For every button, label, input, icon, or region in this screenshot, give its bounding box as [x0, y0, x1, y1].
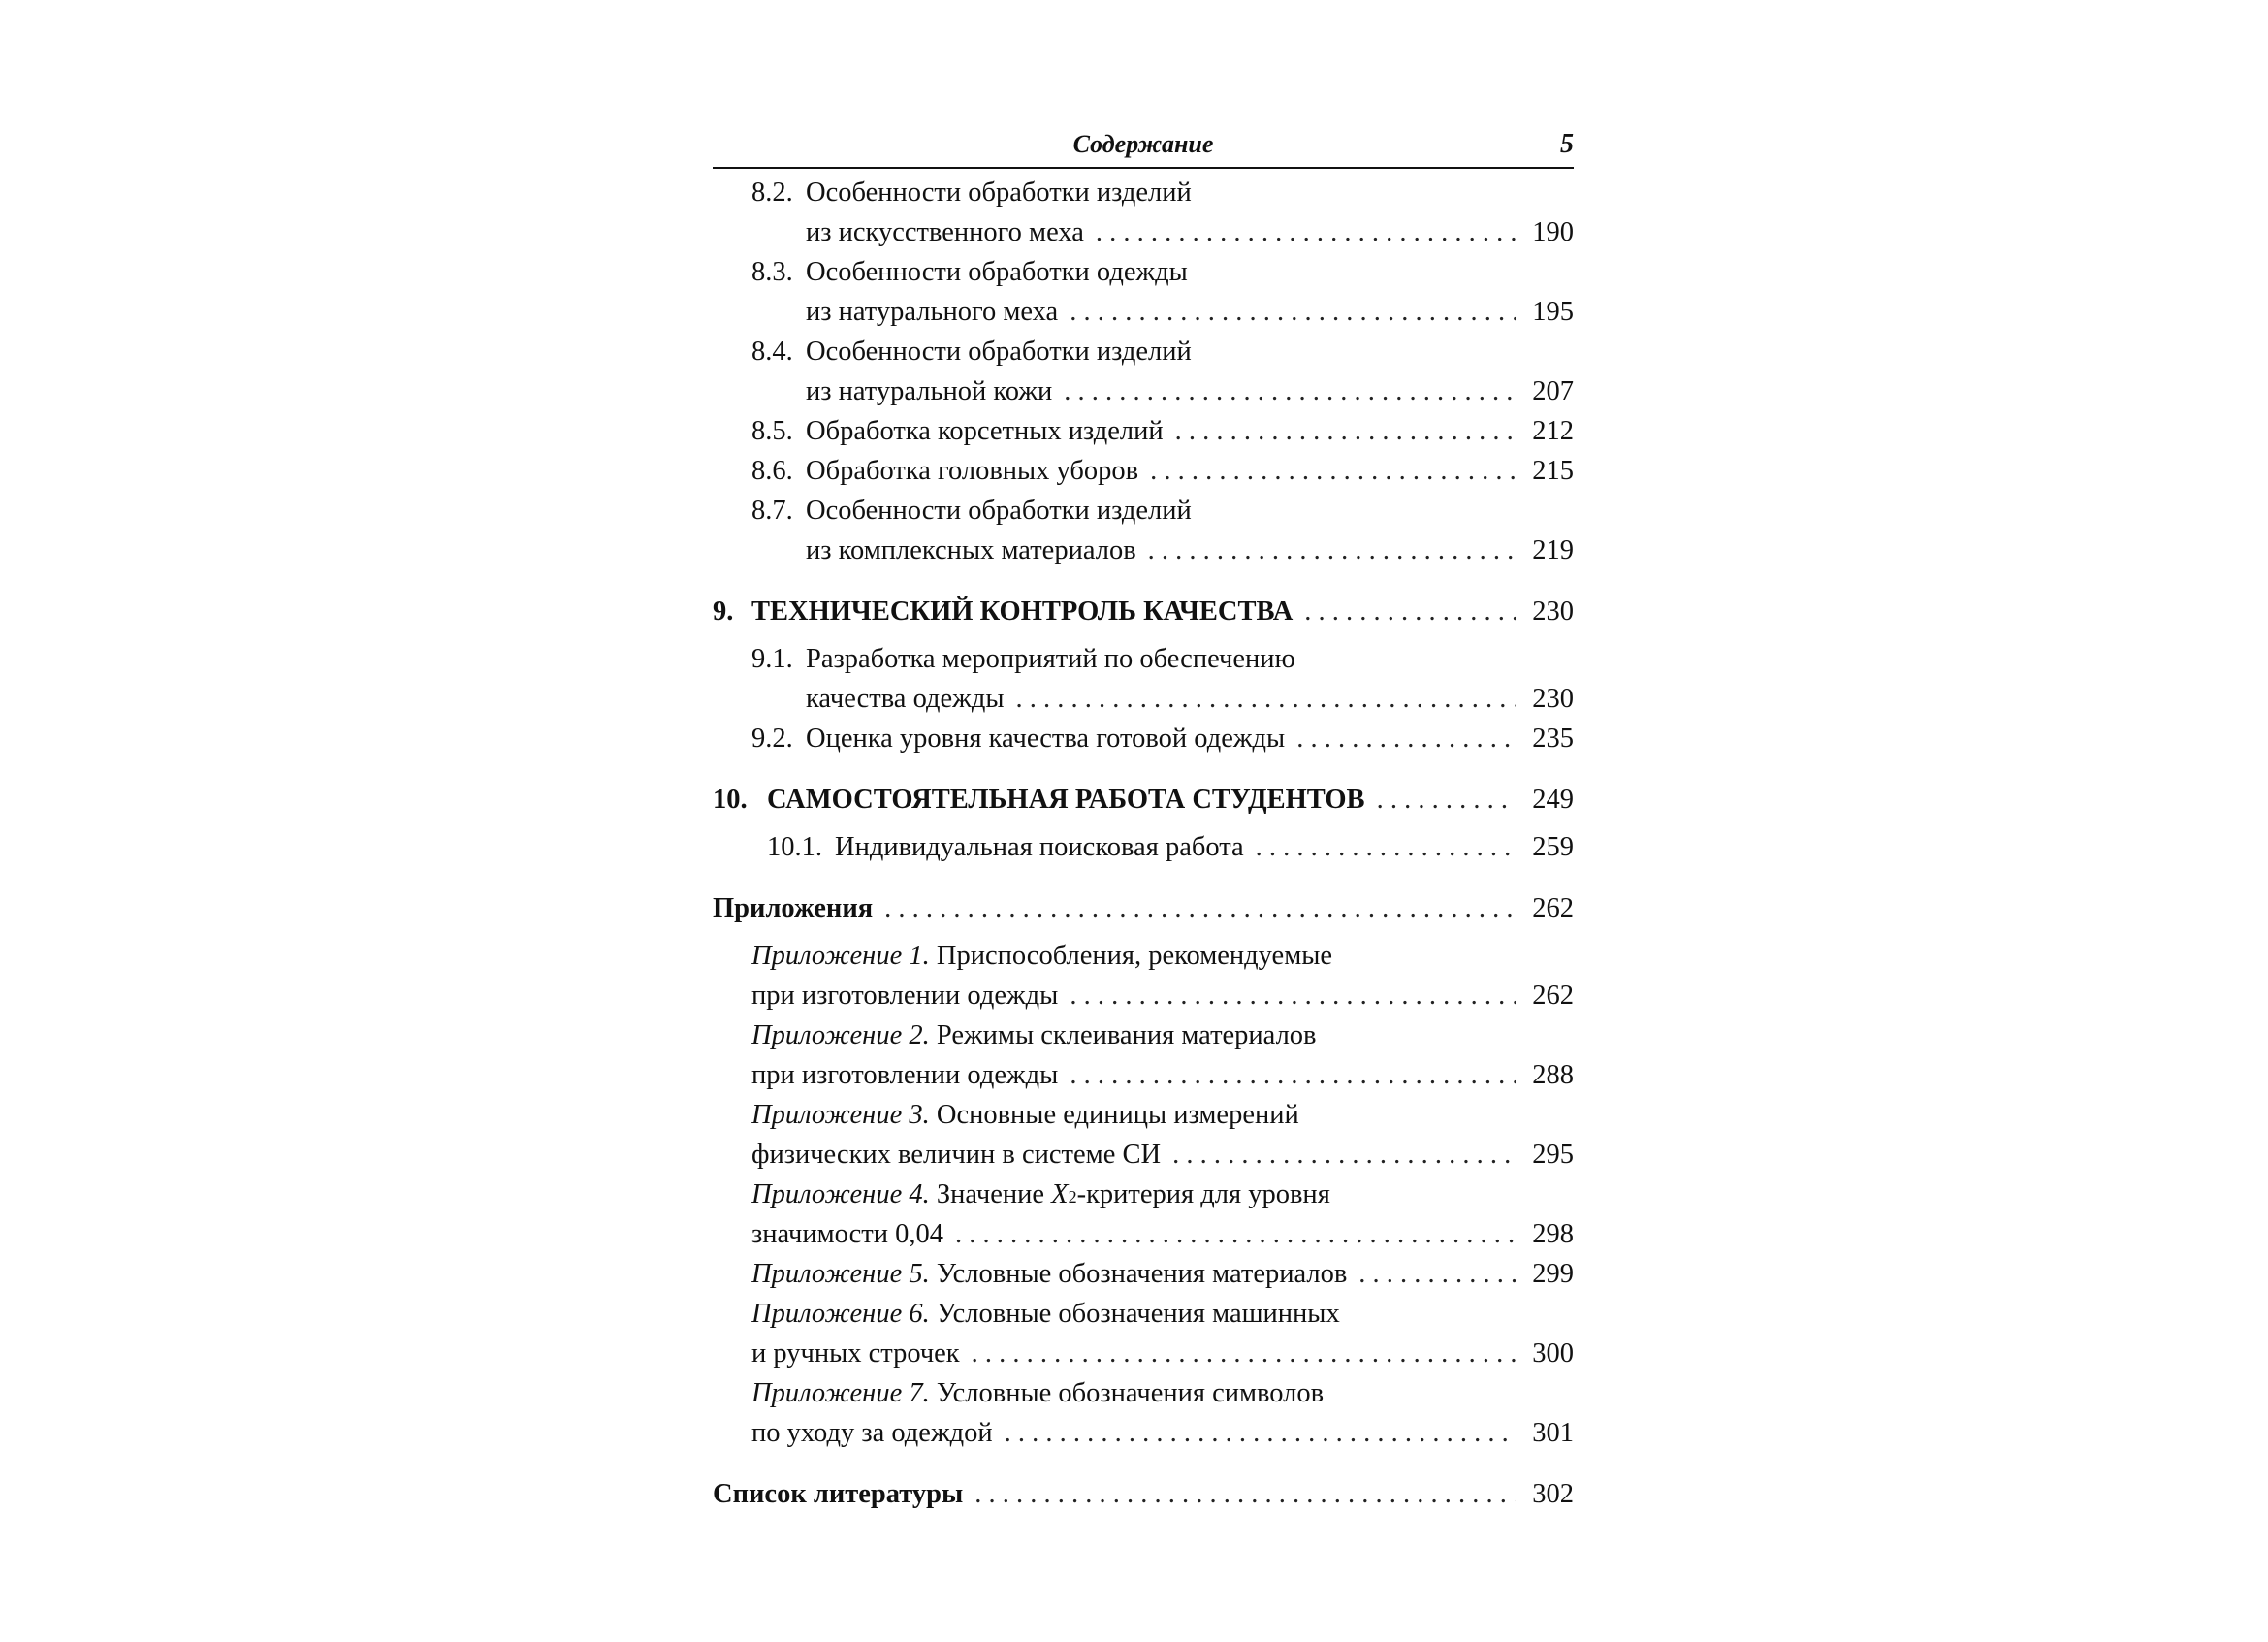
toc-entry-title: Особенности обработки изделий — [806, 177, 1192, 208]
toc-entry-title: качества одежды — [806, 684, 1005, 714]
toc-entry-page: 215 — [1532, 456, 1574, 486]
toc-entry-title: из натуральной кожи — [806, 376, 1053, 406]
toc-appendix-2-cont[interactable] — [713, 1055, 1574, 1095]
chi-square-symbol: X — [1051, 1179, 1069, 1209]
dot-leader — [1175, 411, 1516, 451]
toc-entry-page: 259 — [1532, 832, 1574, 862]
dot-leader — [1005, 1413, 1516, 1453]
dot-leader — [1150, 451, 1516, 491]
toc-entry-9-1[interactable] — [713, 639, 1574, 679]
toc-entry-title: Разработка мероприятий по обеспечению — [806, 644, 1295, 674]
toc-entry-page: 262 — [1532, 981, 1574, 1011]
toc-chapter-number: 10. — [713, 785, 748, 815]
toc-entry-title: Режимы склеивания материалов — [936, 1020, 1317, 1050]
toc-chapter-title: САМОСТОЯТЕЛЬНАЯ РАБОТА СТУДЕНТОВ — [767, 785, 1365, 815]
toc-appendix-1[interactable] — [713, 936, 1574, 976]
toc-references[interactable] — [713, 1474, 1574, 1514]
toc-entry-title: при изготовлении одежды — [751, 1060, 1059, 1090]
toc-entry-page: 262 — [1532, 893, 1574, 923]
toc-chapter-number: 9. — [713, 596, 734, 627]
toc-section-title: Приложения — [713, 893, 874, 923]
toc-appendices[interactable] — [713, 888, 1574, 928]
toc-entry-8-5[interactable] — [713, 411, 1574, 451]
appendix-label: Приложение 3. — [751, 1100, 930, 1130]
toc-entry-number: 8.2. — [751, 177, 793, 208]
appendix-label: Приложение 4. — [751, 1179, 930, 1209]
toc-entry-8-3[interactable] — [713, 252, 1574, 292]
toc-entry-8-4[interactable] — [713, 332, 1574, 371]
toc-entry-page: 235 — [1532, 724, 1574, 754]
toc-entry-page: 301 — [1532, 1418, 1574, 1448]
toc-entry-title: из комплексных материалов — [806, 535, 1136, 565]
appendix-label: Приложение 2. — [751, 1020, 930, 1050]
toc-appendix-2[interactable] — [713, 1015, 1574, 1055]
dot-leader — [1256, 827, 1516, 867]
toc-entry-title: Обработка корсетных изделий — [806, 416, 1164, 446]
toc-entry-title: физических величин в системе СИ — [751, 1140, 1162, 1170]
toc-appendix-4-cont[interactable] — [713, 1214, 1574, 1254]
toc-entry-page: 195 — [1532, 297, 1574, 327]
toc-entry-number: 10.1. — [767, 832, 822, 862]
toc-entry-title: по уходу за одеждой — [751, 1418, 993, 1448]
appendix-label: Приложение 6. — [751, 1299, 930, 1329]
toc-appendix-7-cont[interactable] — [713, 1413, 1574, 1453]
dot-leader — [1096, 212, 1516, 252]
toc-entry-number: 9.2. — [751, 724, 793, 754]
toc-entry-title: Условные обозначения материалов — [936, 1259, 1348, 1289]
toc-chapter-10[interactable] — [713, 780, 1574, 820]
dot-leader — [1296, 719, 1516, 758]
dot-leader — [955, 1214, 1516, 1254]
toc-entry-page: 300 — [1532, 1338, 1574, 1368]
toc-entry-page: 249 — [1532, 785, 1574, 815]
toc-chapter-title: ТЕХНИЧЕСКИЙ КОНТРОЛЬ КАЧЕСТВА — [751, 596, 1294, 627]
toc-entry-8-3-cont[interactable] — [713, 292, 1574, 332]
dot-leader — [1070, 976, 1516, 1015]
toc-entry-page: 212 — [1532, 416, 1574, 446]
toc-entry-title: из натурального меха — [806, 297, 1059, 327]
dot-leader — [1148, 531, 1516, 570]
toc-entry-title: Особенности обработки изделий — [806, 337, 1192, 367]
toc-entry-title: Индивидуальная поисковая работа — [835, 832, 1244, 862]
toc-entry-title: при изготовлении одежды — [751, 981, 1059, 1011]
toc-entry-8-2-cont[interactable] — [713, 212, 1574, 252]
toc-section-title: Список литературы — [713, 1479, 964, 1509]
toc-entry-title: Условные обозначения машинных — [936, 1299, 1340, 1329]
toc-entry-number: 8.4. — [751, 337, 793, 367]
toc-entry-title: Особенности обработки изделий — [806, 496, 1192, 526]
toc-entry-title-start: Значение — [936, 1179, 1045, 1209]
toc-appendix-5[interactable] — [713, 1254, 1574, 1294]
toc-entry-8-4-cont[interactable] — [713, 371, 1574, 411]
running-head — [713, 124, 1574, 169]
toc-appendix-3-cont[interactable] — [713, 1135, 1574, 1175]
toc-entry-page: 219 — [1532, 535, 1574, 565]
table-of-contents — [713, 169, 1574, 1514]
toc-entry-title: и ручных строчек — [751, 1338, 960, 1368]
toc-entry-page: 299 — [1532, 1259, 1574, 1289]
toc-appendix-6[interactable] — [713, 1294, 1574, 1334]
toc-appendix-6-cont[interactable] — [713, 1334, 1574, 1373]
toc-entry-page: 302 — [1532, 1479, 1574, 1509]
dot-leader — [884, 888, 1516, 928]
toc-entry-page: 298 — [1532, 1219, 1574, 1249]
toc-entry-9-1-cont[interactable] — [713, 679, 1574, 719]
toc-entry-8-7[interactable] — [713, 491, 1574, 531]
toc-entry-page: 190 — [1532, 217, 1574, 247]
book-page — [713, 124, 1574, 1514]
toc-entry-10-1[interactable] — [713, 827, 1574, 867]
toc-appendix-7[interactable] — [713, 1373, 1574, 1413]
toc-entry-8-6[interactable] — [713, 451, 1574, 491]
appendix-label: Приложение 5. — [751, 1259, 930, 1289]
toc-entry-number: 8.6. — [751, 456, 793, 486]
toc-entry-8-7-cont[interactable] — [713, 531, 1574, 570]
toc-entry-page: 295 — [1532, 1140, 1574, 1170]
toc-appendix-1-cont[interactable] — [713, 976, 1574, 1015]
toc-appendix-4[interactable]: Приложение 4. Значение X 2 -критерия для уровня — [713, 1175, 1574, 1214]
dot-leader — [1377, 780, 1516, 820]
toc-entry-title: значимости 0,04 — [751, 1219, 943, 1249]
toc-entry-title: Оценка уровня качества готовой одежды — [806, 724, 1286, 754]
dot-leader — [1064, 371, 1516, 411]
dot-leader — [1358, 1254, 1516, 1294]
toc-entry-page: 230 — [1532, 684, 1574, 714]
toc-entry-page: 207 — [1532, 376, 1574, 406]
appendix-label: Приложение 7. — [751, 1378, 930, 1408]
dot-leader — [1070, 292, 1516, 332]
dot-leader — [1016, 679, 1517, 719]
dot-leader — [974, 1474, 1516, 1514]
toc-appendix-3[interactable] — [713, 1095, 1574, 1135]
toc-entry-number: 8.7. — [751, 496, 793, 526]
toc-entry-number: 8.5. — [751, 416, 793, 446]
toc-entry-title-end: -критерия для уровня — [1076, 1179, 1330, 1209]
toc-entry-title: из искусственного меха — [806, 217, 1084, 247]
toc-entry-page: 230 — [1532, 596, 1574, 627]
toc-entry-title: Условные обозначения символов — [936, 1378, 1325, 1408]
dot-leader — [1304, 592, 1516, 631]
dot-leader — [972, 1334, 1516, 1373]
toc-entry-8-2[interactable] — [713, 173, 1574, 212]
page-number: 5 — [1560, 129, 1574, 159]
toc-entry-number: 9.1. — [751, 644, 793, 674]
toc-entry-title: Обработка головных уборов — [806, 456, 1139, 486]
toc-entry-title: Приспособления, рекомендуемые — [936, 941, 1333, 971]
toc-entry-title: Особенности обработки одежды — [806, 257, 1188, 287]
toc-entry-9-2[interactable] — [713, 719, 1574, 758]
toc-entry-number: 8.3. — [751, 257, 793, 287]
toc-chapter-9[interactable] — [713, 592, 1574, 631]
dot-leader — [1172, 1135, 1516, 1175]
appendix-label: Приложение 1. — [751, 941, 930, 971]
toc-entry-page: 288 — [1532, 1060, 1574, 1090]
dot-leader — [1070, 1055, 1516, 1095]
toc-entry-title: Основные единицы измерений — [936, 1100, 1299, 1130]
running-head-title: Содержание — [1072, 130, 1214, 158]
